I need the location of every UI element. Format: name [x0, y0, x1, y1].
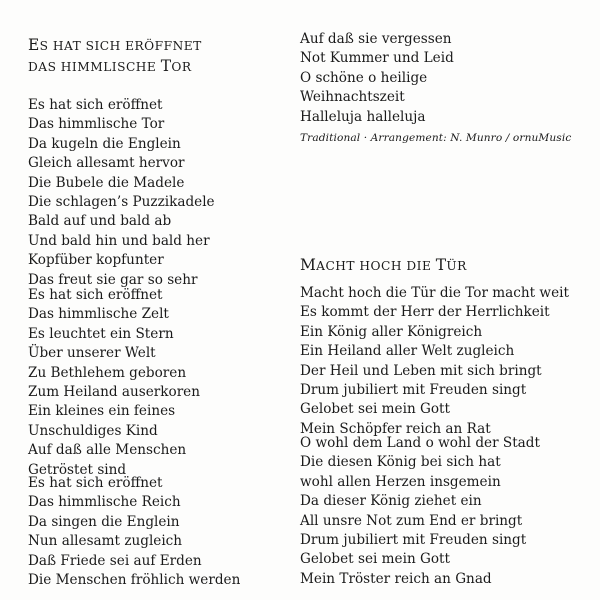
verse-line: Drum jubiliert mit Freuden singt — [300, 532, 527, 549]
verse-line: Ein kleines ein feines — [28, 403, 176, 420]
verse-line: Das himmlische Reich — [28, 494, 181, 511]
verse-line: Gleich allesamt hervor — [28, 155, 185, 172]
stanza-macht-hoch-1 — [300, 284, 569, 439]
stanza-continuation — [300, 30, 454, 127]
verse-line: Zu Bethlehem geboren — [28, 364, 187, 381]
verse-line: Der Heil und Leben mit sich bringt — [300, 362, 542, 379]
verse-line: Die Bubele die Madele — [28, 174, 185, 191]
verse-line: Es hat sich eröffnet — [28, 475, 163, 491]
verse-line: Es kommt der Herr der Herrlichkeit — [300, 304, 550, 321]
song-title-line — [300, 255, 467, 276]
title-smallcaps: ÜR — [446, 259, 467, 273]
stanza-3 — [28, 474, 240, 590]
verse-line: Kopfüber kopfunter — [28, 252, 164, 269]
song-title-macht-hoch-die-tuer — [300, 255, 467, 276]
verse-line: Drum jubiliert mit Freuden singt — [300, 382, 527, 399]
verse-line: Da singen die Englein — [28, 513, 180, 530]
verse-line: Es hat sich eröffnet — [28, 97, 163, 113]
verse-line: Mein Tröster reich an Gnad — [300, 570, 492, 587]
verse-line: Das himmlische Tor — [28, 116, 165, 133]
verse-line: Da dieser König ziehet ein — [300, 493, 482, 510]
verse-line: Mein Schöpfer reich an Rat — [300, 420, 491, 437]
verse-line: Das himmlische Zelt — [28, 306, 169, 323]
verse-line: Gelobet sei mein Gott — [300, 401, 450, 418]
verse-line: Da kugeln die Englein — [28, 135, 181, 152]
verse-line: Ein Heiland aller Welt zugleich — [300, 343, 515, 360]
verse-line: Es hat sich eröffnet — [28, 287, 163, 303]
title-initial: T — [160, 57, 172, 75]
verse-line: Getröstet sind — [28, 461, 127, 478]
title-initial: T — [435, 256, 447, 274]
song-title-es-hat-sich-eroeffnet — [28, 35, 202, 77]
arrangement-credit: Traditional · Arrangement: N. Munro / ornuMusic — [300, 132, 572, 144]
verse-line: Die schlagen’s Puzzikadele — [28, 194, 215, 211]
verse-line: Halleluja halleluja — [300, 108, 426, 125]
verse-line: Das freut sie gar so sehr — [28, 271, 198, 288]
verse-line: O schöne o heilige — [300, 69, 428, 86]
verse-line: Macht hoch die Tür die Tor macht weit — [300, 285, 569, 301]
verse-line: Es leuchtet ein Stern — [28, 325, 174, 342]
verse-line: Zum Heiland auserkoren — [28, 384, 200, 401]
stanza-2 — [28, 286, 200, 480]
title-smallcaps: S HAT SICH ERÖFFNET — [39, 39, 202, 53]
title-smallcaps: ACHT HOCH DIE — [316, 259, 436, 273]
verse-line: All unsre Not zum End er bringt — [300, 512, 523, 529]
verse-line: Die Menschen fröhlich werden — [28, 572, 241, 589]
song-title-line-2 — [28, 56, 202, 77]
title-smallcaps: OR — [171, 60, 192, 74]
verse-line: Gelobet sei mein Gott — [300, 551, 450, 568]
verse-line: wohl allen Herzen insgemein — [300, 473, 501, 490]
stanza-macht-hoch-2 — [300, 434, 540, 589]
stanza-1 — [28, 96, 215, 290]
verse-line: Auf daß sie vergessen — [300, 31, 452, 47]
verse-line: Über unserer Welt — [28, 345, 156, 362]
verse-line: Bald auf und bald ab — [28, 213, 172, 230]
song-title-line-1 — [28, 35, 202, 56]
title-initial: E — [28, 36, 40, 54]
verse-line: Unschuldiges Kind — [28, 422, 158, 439]
verse-line: Und bald hin und bald her — [28, 232, 210, 249]
verse-line: Daß Friede sei auf Erden — [28, 552, 202, 569]
title-initial: M — [300, 256, 317, 274]
verse-line: Ein König aller Königreich — [300, 323, 483, 340]
title-smallcaps: DAS HIMMLISCHE — [28, 60, 161, 74]
verse-line: Auf daß alle Menschen — [28, 442, 187, 459]
verse-line: O wohl dem Land o wohl der Stadt — [300, 435, 540, 451]
verse-line: Weihnachtszeit — [300, 89, 405, 106]
verse-line: Die diesen König bei sich hat — [300, 454, 501, 471]
verse-line: Nun allesamt zugleich — [28, 533, 183, 550]
verse-line: Not Kummer und Leid — [300, 50, 454, 67]
